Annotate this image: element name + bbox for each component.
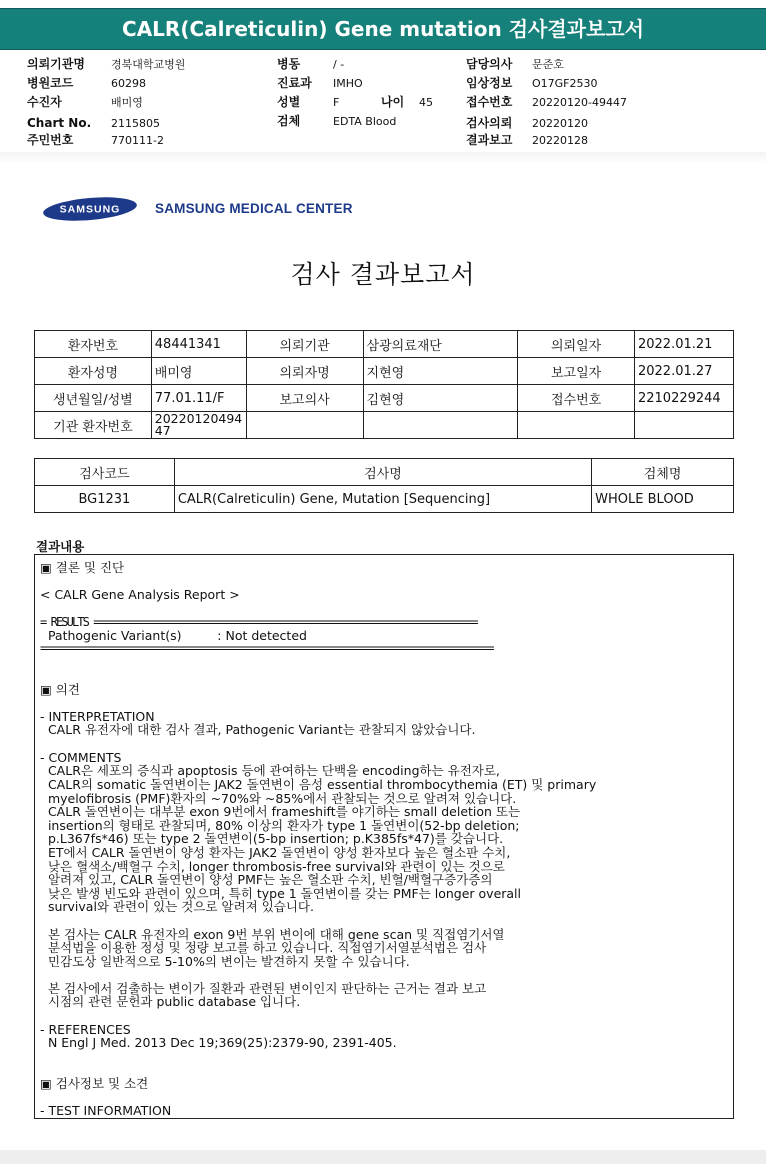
header-label: 임상정보 bbox=[466, 76, 513, 90]
header-value: F bbox=[333, 96, 340, 109]
info-label: 접수번호 bbox=[518, 385, 635, 412]
table-row bbox=[35, 358, 734, 385]
info-value: 48441341 bbox=[151, 331, 246, 358]
info-value: 20220120494 47 bbox=[151, 412, 246, 439]
text-line: survival와 관련이 있는 것으로 알려져 있습니다. bbox=[40, 899, 314, 914]
specimen-name: WHOLE BLOOD bbox=[592, 486, 734, 513]
info-value: 김현영 bbox=[363, 385, 518, 412]
section-heading: ▣ 검사정보 및 소견 bbox=[40, 1076, 149, 1091]
results-box bbox=[34, 554, 734, 1119]
column-header: 검사코드 bbox=[35, 459, 175, 486]
text-line: insertion의 형태로 관찰되며, 80% 이상의 환자가 type 1 돌연변이(52-bp deletion; bbox=[40, 818, 520, 833]
subsection-heading: - REFERENCES bbox=[40, 1022, 131, 1037]
header-value: 770111-2 bbox=[111, 134, 164, 147]
medical-center-name: SAMSUNG MEDICAL CENTER bbox=[155, 201, 353, 216]
header-label: 수진자 bbox=[27, 95, 62, 109]
text-line: myelofibrosis (PMF)환자의 ~70%와 ~85%에서 관찰되는 것으로 알려져 있습니다. bbox=[40, 791, 517, 806]
section-heading: ▣ 결론 및 진단 bbox=[40, 560, 125, 575]
info-label: 의뢰기관 bbox=[246, 331, 363, 358]
table-row bbox=[35, 331, 734, 358]
samsung-logo-text: SAMSUNG bbox=[59, 203, 121, 216]
text-line: CALR은 세포의 증식과 apoptosis 등에 관여하는 단백을 encoding하는 유전자로, bbox=[40, 763, 500, 778]
text-line: CALR 돌연변이는 대부분 exon 9번에서 frameshift를 야기하는 small deletion 또는 bbox=[40, 804, 521, 819]
header-label: Chart No. bbox=[27, 116, 92, 130]
results-rule: ===================================================================================== bbox=[40, 641, 493, 655]
results-value: Pathogenic Variant(s) : Not detected bbox=[40, 628, 307, 643]
subsection-heading: - INTERPRETATION bbox=[40, 709, 155, 724]
header-label: 병원코드 bbox=[27, 76, 74, 90]
table-header-row bbox=[35, 459, 734, 486]
header-value: 문준호 bbox=[532, 58, 564, 71]
header-value: O17GF2530 bbox=[532, 77, 598, 90]
header-value: 2115805 bbox=[111, 117, 160, 130]
text-line: 시점의 관련 문헌과 public database 입니다. bbox=[40, 994, 301, 1009]
header-label: 검체 bbox=[277, 114, 301, 128]
text-line: p.L367fs*46) 또는 type 2 돌연변이(5-bp insertion; p.K385fs*47)를 갖습니다. bbox=[40, 831, 504, 846]
text-line: 낮은 발생 빈도와 관련이 있으며, 특히 type 1 돌연변이를 갖는 PMF는 longer overall bbox=[40, 886, 522, 901]
test-name: CALR(Calreticulin) Gene, Mutation [Sequencing] bbox=[174, 486, 591, 513]
header-label: 진료과 bbox=[277, 76, 312, 90]
reference-line: N Engl J Med. 2013 Dec 19;369(25):2379-90, 2391-405. bbox=[40, 1035, 397, 1050]
header-label: 접수번호 bbox=[466, 95, 513, 109]
table-row bbox=[35, 486, 734, 513]
text-line: 알려져 있고, CALR 돌연변이 양성 PMF는 높은 혈소판 수치, 빈혈/백혈구증가증의 bbox=[40, 872, 493, 887]
report-title-bar: CALR(Calreticulin) Gene mutation 검사결과보고서 bbox=[0, 8, 766, 50]
header-label: 검사의뢰 bbox=[466, 116, 513, 130]
header-divider bbox=[0, 152, 766, 164]
info-value: 2022.01.27 bbox=[634, 358, 733, 385]
info-value: 2210229244 bbox=[634, 385, 733, 412]
info-label: 생년월일/성별 bbox=[35, 385, 152, 412]
results-rule: = RESULTS ======================================================================== bbox=[40, 615, 477, 629]
test-code: BG1231 bbox=[35, 486, 175, 513]
header-value: 20220120 bbox=[532, 117, 588, 130]
age-label: 나이 bbox=[381, 95, 405, 109]
column-header: 검체명 bbox=[592, 459, 734, 486]
info-value bbox=[246, 412, 363, 439]
info-value: 배미영 bbox=[151, 358, 246, 385]
info-value: 2022.01.21 bbox=[634, 331, 733, 358]
info-value bbox=[363, 412, 518, 439]
info-label: 의뢰자명 bbox=[246, 358, 363, 385]
info-label: 보고일자 bbox=[518, 358, 635, 385]
header-value: 배미영 bbox=[111, 96, 143, 109]
header-label: 담당의사 bbox=[466, 57, 513, 71]
info-label: 환자성명 bbox=[35, 358, 152, 385]
samsung-logo bbox=[42, 196, 138, 222]
patient-info-table bbox=[34, 330, 734, 439]
info-value bbox=[634, 412, 733, 439]
text-line: 낮은 혈색소/백혈구 수치, longer thrombosis-free survival와 관련이 있는 것으로 bbox=[40, 859, 505, 874]
subsection-heading: - COMMENTS bbox=[40, 750, 122, 765]
table-row bbox=[35, 412, 734, 439]
text-line: CALR 유전자에 대한 검사 결과, Pathogenic Variant는 관찰되지 않았습니다. bbox=[40, 722, 476, 737]
header-value: 20220120-49447 bbox=[532, 96, 627, 109]
table-row bbox=[35, 385, 734, 412]
header-label: 의뢰기관명 bbox=[27, 57, 85, 71]
age-value: 45 bbox=[419, 96, 433, 109]
info-value: 77.01.11/F bbox=[151, 385, 246, 412]
header-value: / - bbox=[333, 58, 345, 71]
results-section-label: 결과내용 bbox=[36, 539, 85, 554]
info-label: 기관 환자번호 bbox=[35, 412, 152, 439]
text-line: ET에서 CALR 돌연변이 양성 환자는 JAK2 돌연변이 양성 환자보다 높은 혈소판 수치, bbox=[40, 845, 511, 860]
header-value: 경북대학교병원 bbox=[111, 58, 186, 71]
text-line: CALR의 somatic 돌연변이는 JAK2 돌연변이 음성 essential thrombocythemia (ET) 및 primary bbox=[40, 777, 597, 792]
info-label: 보고의사 bbox=[246, 385, 363, 412]
column-header: 검사명 bbox=[174, 459, 591, 486]
header-value: 20220128 bbox=[532, 134, 588, 147]
report-heading: 검사 결과보고서 bbox=[290, 260, 476, 289]
header-value: 60298 bbox=[111, 77, 146, 90]
header-label: 성별 bbox=[277, 95, 301, 109]
text-line: 본 검사는 CALR 유전자의 exon 9번 부위 변이에 대해 gene scan 및 직접염기서열 bbox=[40, 927, 505, 942]
page-bottom-shade bbox=[0, 1150, 766, 1164]
header-label: 병동 bbox=[277, 57, 301, 71]
info-value bbox=[518, 412, 635, 439]
info-value: 삼광의료재단 bbox=[363, 331, 518, 358]
text-line: 민감도상 일반적으로 5-10%의 변이는 발견하지 못할 수 있습니다. bbox=[40, 954, 410, 969]
report-subtitle: < CALR Gene Analysis Report > bbox=[40, 587, 240, 602]
info-label: 환자번호 bbox=[35, 331, 152, 358]
test-info-table bbox=[34, 458, 734, 513]
text-line: 본 검사에서 검출하는 변이가 질환과 관련된 변이인지 판단하는 근거는 결과 보고 bbox=[40, 981, 487, 996]
header-value: EDTA Blood bbox=[333, 115, 397, 128]
section-heading: ▣ 의견 bbox=[40, 682, 80, 697]
text-line: 분석법을 이용한 정성 및 정량 보고를 하고 있습니다. 직접염기서열분석법은 검사 bbox=[40, 940, 487, 955]
info-label: 의뢰일자 bbox=[518, 331, 635, 358]
header-label: 결과보고 bbox=[466, 133, 513, 147]
subsection-heading: - TEST INFORMATION bbox=[40, 1103, 172, 1118]
info-value: 지현영 bbox=[363, 358, 518, 385]
header-value: IMHO bbox=[333, 77, 363, 90]
header-label: 주민번호 bbox=[27, 133, 74, 147]
